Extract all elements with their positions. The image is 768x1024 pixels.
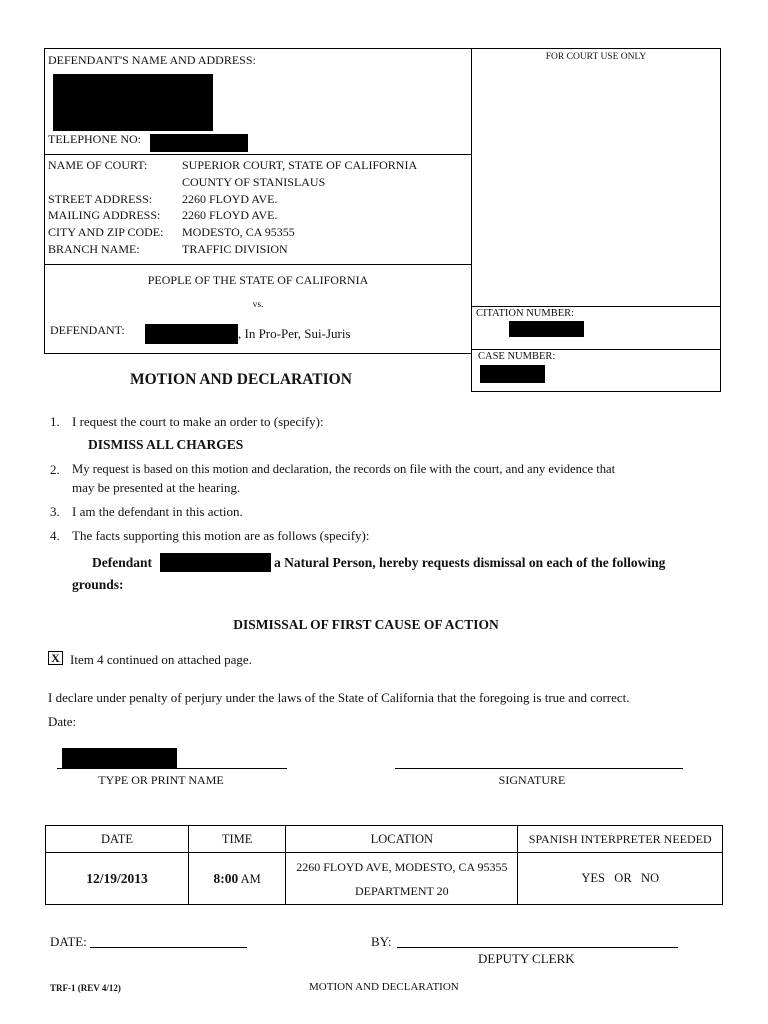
city-zip-label: CITY AND ZIP CODE:	[48, 225, 164, 240]
header-date: DATE	[46, 826, 189, 853]
header-interpreter: SPANISH INTERPRETER NEEDED	[518, 826, 723, 853]
court-values	[182, 157, 417, 258]
item-1-number: 1.	[50, 414, 60, 429]
telephone-label: TELEPHONE NO:	[48, 132, 141, 146]
city-zip: MODESTO, CA 95355	[182, 225, 295, 240]
redacted-case	[480, 365, 545, 383]
court-use-label: FOR COURT USE ONLY	[545, 52, 647, 62]
item-2-text-cont: may be presented at the hearing.	[72, 480, 241, 495]
form-title: MOTION AND DECLARATION	[130, 371, 352, 388]
people-label: PEOPLE OF THE STATE OF CALIFORNIA	[147, 273, 369, 287]
date-label: Date:	[48, 714, 77, 729]
footer-by-line[interactable]	[397, 947, 678, 948]
item-4-number: 4.	[50, 528, 60, 543]
mailing-address: 2260 FLOYD AVE.	[182, 208, 278, 223]
street-address: 2260 FLOYD AVE.	[182, 191, 278, 206]
hearing-time	[189, 853, 286, 905]
item-2-text: My request is based on this motion and declaration, the records on file with the court, and any evidence that	[72, 462, 616, 476]
court-county: COUNTY OF STANISLAUS	[182, 174, 326, 189]
signature-line[interactable]	[395, 768, 683, 769]
footer-date-label: DATE:	[50, 934, 87, 949]
divider	[44, 154, 472, 155]
signature-label: SIGNATURE	[498, 773, 566, 787]
redacted-address	[53, 74, 213, 131]
interpreter-choice[interactable]: YES OR NO	[518, 853, 723, 905]
redacted-defendant-name	[160, 553, 271, 572]
divider	[44, 264, 472, 265]
defendant-suffix: , In Pro-Per, Sui-Juris	[238, 326, 351, 341]
mailing-label: MAILING ADDRESS:	[48, 208, 161, 223]
continued-text: Item 4 continued on attached page.	[70, 652, 252, 667]
hearing-schedule-table	[45, 825, 723, 905]
court-labels	[48, 157, 163, 258]
court-label: NAME OF COURT:	[48, 158, 148, 172]
deputy-clerk-label: DEPUTY CLERK	[478, 951, 575, 966]
hearing-ampm: AM	[240, 871, 261, 886]
location-department: DEPARTMENT 20	[355, 883, 449, 898]
facts-rest: a Natural Person, hereby requests dismissal on each of the following	[274, 555, 666, 570]
print-name-label: TYPE OR PRINT NAME	[98, 773, 224, 787]
location-address: 2260 FLOYD AVE, MODESTO, CA 95355	[296, 859, 508, 874]
redacted-print-name	[62, 748, 177, 768]
footer-date-line[interactable]	[90, 947, 247, 948]
footer-by-label: BY:	[371, 934, 392, 949]
redacted-telephone	[150, 134, 248, 152]
facts-lead: Defendant	[92, 555, 152, 570]
branch-label: BRANCH NAME:	[48, 241, 140, 256]
defendant-name-label: DEFENDANT'S NAME AND ADDRESS:	[48, 53, 256, 67]
hearing-location	[286, 853, 518, 905]
footer-form-title: MOTION AND DECLARATION	[309, 981, 459, 993]
redacted-defendant	[145, 324, 238, 344]
hearing-time-value: 8:00	[213, 870, 239, 886]
header-location: LOCATION	[286, 826, 518, 853]
declaration-text: I declare under penalty of perjury under the laws of the State of California that the foregoing is true and correct.	[48, 690, 630, 705]
item-1-order: DISMISS ALL CHARGES	[88, 437, 244, 452]
item-3-number: 3.	[50, 504, 60, 519]
print-name-line[interactable]	[57, 768, 287, 769]
header-time: TIME	[189, 826, 286, 853]
street-label: STREET ADDRESS:	[48, 191, 153, 206]
item-2-number: 2.	[50, 462, 60, 477]
court-use-box	[471, 48, 721, 307]
defendant-label: DEFENDANT:	[50, 323, 125, 337]
redacted-citation	[509, 321, 584, 337]
section-heading: DISMISSAL OF FIRST CAUSE OF ACTION	[233, 617, 499, 632]
continued-checkbox[interactable]: X	[48, 651, 63, 665]
facts-cont: grounds:	[72, 577, 124, 592]
item-1-text: I request the court to make an order to (specify):	[72, 414, 324, 429]
item-3-text: I am the defendant in this action.	[72, 504, 243, 519]
form-id: TRF-1 (REV 4/12)	[50, 983, 121, 993]
branch-name: TRAFFIC DIVISION	[182, 241, 288, 256]
citation-label: CITATION NUMBER:	[476, 308, 575, 319]
court-name: SUPERIOR COURT, STATE OF CALIFORNIA	[182, 158, 418, 172]
case-label: CASE NUMBER:	[478, 351, 556, 362]
vs-label: vs.	[252, 300, 264, 310]
item-4-text: The facts supporting this motion are as follows (specify):	[72, 528, 370, 543]
hearing-date: 12/19/2013	[46, 853, 189, 905]
